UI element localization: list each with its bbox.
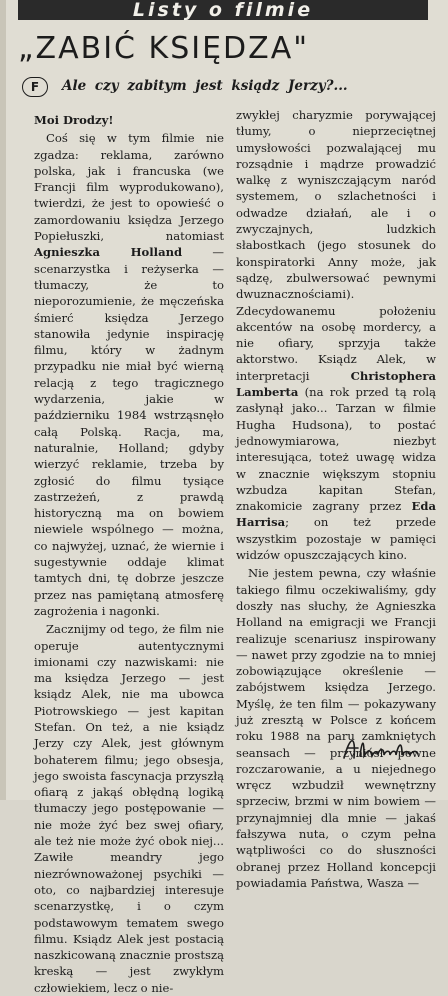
- subtitle: Ale czy zabitym jest ksiądz Jerzy?...: [62, 78, 348, 94]
- letter-greeting: Moi Drodzy!: [34, 113, 114, 127]
- paragraph-1: [34, 130, 224, 619]
- paper-edge: [0, 0, 6, 800]
- paragraph-3-text-b: (na rok przed tą rolą zasłynął jako... Tarzan w filmie Hugha Hudsona), to postać jednowymiarowa, niezbyt interesująca, toteż uwagę widza w znacznie większym stopniu wzbudza kapitan Stefan, znakomicie zagrany przez: [236, 385, 436, 514]
- handwritten-signature: [340, 728, 420, 768]
- paragraph-4: Nie jestem pewna, czy właśnie takiego filmu oczekiwaliśmy, gdy doszły nas słuchy, że Agnieszka Holland na emigracji we Francji realizuje scenariusz inspirowany — nawet przy zgodzie na to mniej zobowiązujące określenie — zabójstwem księdza Jerzego. Myślę, że ten film — pokazywany już zresztą w Polsce z końcem roku 1988 na paru zamkniętych seansach — przyniósł pewne rozczarowanie, a u niejednego wręcz wzbudził wewnętrzny sprzeciw, brzmi w nim bowiem — przynajmniej dla mnie — jakaś fałszywa nuta, o czym pełna wątpliwości co do słuszności obranej przez Holland koncepcji powiadamia Państwa, Wasza —: [236, 566, 436, 890]
- actor-name-lambert: Christophera Lamberta: [236, 368, 436, 400]
- actor-name-harris: Eda Harrisa: [236, 499, 436, 530]
- paragraph-2: Zacznijmy od tego, że film nie operuje autentycznymi imionami czy nazwiskami: nie ma księdza Jerzego — jest ksiądz Alek, nie ma ubowca Piotrowskiego — jest kapitan Stefan. On też, a nie ksiądz Jerzy czy Alek, jest głównym bohaterem filmu; jego obsesja, jego swoista fascynacja przyszłą ofiarą z jakąś obłędną logiką tłumaczy jego postępowanie — nie może żyć bez swej ofiary, ale też nie może żyć obok niej... Zawiłe meandry jego niezrównoważonej psychiki — oto, co najbardziej interesuje scenarzystkę, i o czym podstawowym tematem swego filmu. Ksiądz Alek jest postacią naszkicowaną znacznie prostszą kreską — jest zwykłym człowiekiem, lecz o nie-: [34, 622, 224, 995]
- paragraph-1-text-b: — scenarzystka i reżyserka — tłumaczy, że to nieporozumienie, że męczeńska śmierć księdza Jerzego stanowiła jedynie inspirację filmu, który w żadnym przypadku nie miał być wierną relacją z tego tragicznego wydarzenia, jakie w październiku 1984 wstrząsnęło całą Polską. Racja, ma, naturalnie, Holland; gdyby wierzyć reklamie, trzeba by zgłosić do filmu tysiące zastrzeżeń, z prawdą historyczną ma on bowiem niewiele wspólnego — można, co najwyżej, uznać, że wiernie i sugestywnie oddaje klimat tamtych dni, tę dobrze jeszcze przez nas pamiętaną atmosferę zagrożenia i nagonki.: [34, 245, 224, 618]
- paragraph-1-text-a: Coś się w tym filmie nie zgadza: reklama, zarówno polska, jak i francuska (we Francji film wyprodukowano), twierdzi, że jest to opowieść o zamordowaniu księdza Jerzego Popiełuszki, natomiast: [34, 131, 224, 244]
- director-name: Agnieszka Holland: [34, 245, 183, 260]
- column-mark-badge: F: [22, 77, 48, 97]
- article-column-left: [34, 112, 224, 996]
- headline: „ZABIĆ KSIĘDZA": [18, 31, 310, 66]
- paragraph-3-text-c: ; on też przede wszystkim pozostaje w pamięci widzów opuszczających kino.: [236, 515, 436, 563]
- signature-drawing: [340, 728, 420, 768]
- article-column-right: [236, 107, 436, 891]
- section-banner: Listy o filmie: [18, 0, 428, 20]
- paragraph-3: [236, 107, 436, 563]
- paragraph-3-text-a: zwykłej charyzmie porywającej tłumy, o nieprzeciętnej umysłowości pozwalającej mu rozsądnie i mądrze prowadzić walkę z wyniszczającym naród systemem, o szlachetności i odwadze działań, ale i o zwyczajnych, ludzkich słabostkach (jego stosunek do konspiratorki Anny może, jak sądzę, zbulwersować pewnymi dwuznacznościami). Zdecydowanemu położeniu akcentów na osobę mordercy, a nie ofiary, sprzyja także aktorstwo. Ksiądz Alek, w interpretacji: [236, 108, 436, 383]
